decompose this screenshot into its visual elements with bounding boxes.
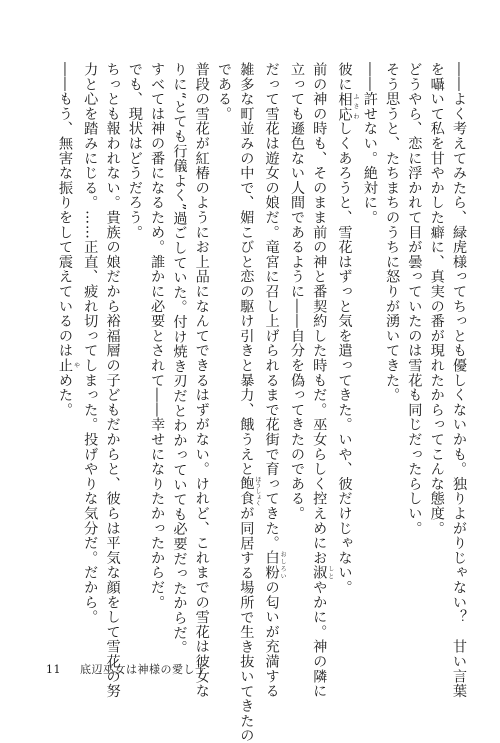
body-line: 前の神の時も、そのまま前の神と番契約した時もだ。巫女らしく控えめにお淑 しとやかに。神の隣に — [311, 62, 334, 699]
body-line: 雑多な町並みの中で、媚こびと恋の駆け引きと暴力、餓うえと飽食 ほうしょくが同居する場所で生き抜いてきたの — [238, 62, 261, 743]
ruby-annotation: 飽食 ほうしょく — [238, 476, 261, 507]
page-number: 11 — [46, 663, 61, 676]
body-line: 力と心を踏みにじる。……正直、疲れ切ってしまった。投げやりな気分だ。だから。 — [82, 62, 99, 625]
body-line: 彼に相応 ふさわしくあろうと、雪花はずっと気を遣ってきた。いや、彼だけじゃない。 — [336, 62, 360, 595]
body-line: すべては神の番になるため。誰かに必要とされて――幸せになりたかったからだ。 — [149, 62, 166, 610]
ruby-annotation: 相応 ふさわ — [336, 91, 360, 122]
body-line: 立っても遜色ない人間であるように――自分を偽ってきたのである。 — [288, 62, 305, 521]
body-line: 普段の雪花が紅椿のようにお上品になんてできるはずがない。けれど、これまでの雪花は彼女な — [193, 62, 210, 699]
body-line: ――許せない。絶対に。 — [361, 62, 378, 225]
body-line: そう思うと、たちまちのうちに怒りが湧いてきた。 — [384, 62, 401, 403]
ruby-annotation: 淑 しと — [311, 565, 334, 581]
page-footer — [46, 661, 207, 677]
body-line: りに“とても行儀よく”過ごしていた。付け焼き刃だとわかっていても必要だったからだ。 — [171, 62, 188, 655]
ruby-annotation: 白粉 おしろい — [263, 550, 287, 581]
body-line: ――もう、無害な振りをして震えているのは止 やめた。 — [56, 62, 80, 418]
body-line: を囁いて私を甘やかした癖に、真実の番が現れたからってこんな態度。 — [428, 62, 445, 536]
running-title: 底辺巫女は神様の愛し子 — [80, 663, 207, 676]
ruby-annotation: 止 や — [56, 357, 80, 373]
body-line: ――よく考えてみたら、緑虎様ってちっとも優しくないかも。独りよがりじゃない？ 甘い言葉 — [451, 62, 467, 699]
body-line: だって雪花は遊女の娘だ。竜宮に召し上げられるまで花街で育ってきた。白粉 おしろいの匂いが充満する — [263, 62, 287, 699]
body-line: ちっとも報われない。貴族の娘だから裕福層の子どもだからと、彼らは平気な顔をして雪花の努 — [104, 62, 121, 699]
body-line: でも、現状はどうだろう。 — [126, 62, 143, 240]
body-line: である。 — [216, 62, 233, 122]
body-line: どうやら、恋に浮かれて目が曇っていたのは雪花も同じだったらしい。 — [406, 62, 423, 536]
